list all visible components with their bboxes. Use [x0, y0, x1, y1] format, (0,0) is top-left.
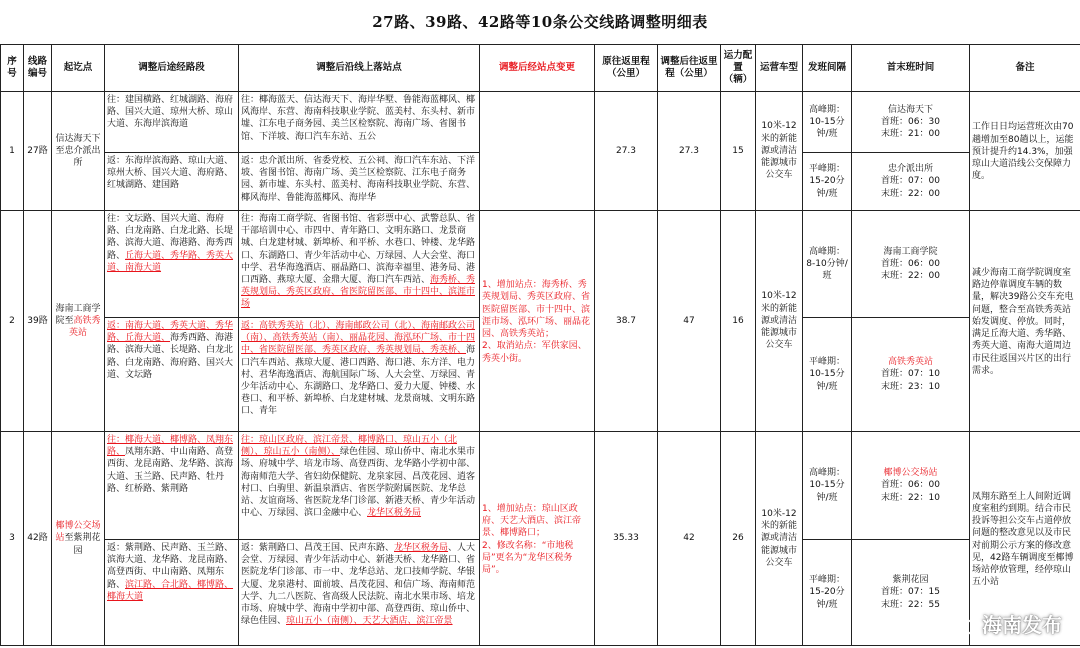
row1-route-go: 往：建国横路、红城湖路、海府路、国兴大道、琼州大桥、琼山大道、东海岸滨海道: [105, 92, 239, 153]
row2-ft1-first: 首班：06：00: [881, 258, 940, 269]
row1-len-new: 27.3: [658, 92, 721, 211]
row3-ft2-last: 末班：22：55: [881, 599, 940, 610]
row2-seq: 2: [1, 211, 24, 432]
row1-ft2-name: 忠介派出所: [887, 164, 933, 175]
row2-route-back: [105, 318, 239, 432]
row2-line: 39路: [24, 211, 52, 432]
row2-stops-back: [239, 318, 480, 432]
row2-start-red: 高铁秀英站: [68, 315, 101, 339]
page-title: 27路、39路、42路等10条公交线路调整明细表: [372, 13, 708, 31]
row3-stops-back: [239, 540, 480, 646]
row2-start-text: 海南工商学院至: [55, 303, 101, 326]
table-row-39: [1, 211, 1080, 318]
row3-stops-go: [239, 432, 480, 540]
row3-vehicle: 10米-12米的新能源或清洁能源城市公交车: [756, 432, 803, 646]
row1-capacity: 15: [721, 92, 756, 211]
row2-ft2-name: 高铁秀英站: [887, 357, 933, 368]
row1-ft2-last: 末班：22：00: [881, 188, 940, 199]
row2-stops-go-text: 往：海南工商学院、省图书馆、省彩票中心、武警总队、省干部培训中心、市四中、青年路口、文明东路口、龙景商城、白龙建材城、新埠桥、和平桥、水巷口、钟楼、龙华路口、东湖路口、青少年活动中心、万绿园、人大会堂、海口中学、君华海逸酒店、丽晶路口、滨海幸福里、港务局、港口西路、燕琼大厦、金鼎大厦、海口汽车西站、: [241, 214, 476, 286]
row2-first-last-b: [852, 318, 970, 432]
row3-line: 42路: [24, 432, 52, 646]
row3-peak: 高峰期：10-15分钟/班: [803, 432, 852, 540]
row1-changes: [480, 92, 595, 211]
row2-route-go-red: 丘海大道、秀华路、秀英大道、南海大道: [107, 250, 234, 273]
header-vehicle: 运营车型: [756, 45, 803, 92]
row3-ft1-first: 首班：06：00: [881, 480, 940, 491]
row2-peak: 高峰期：8-10分钟/班: [803, 211, 852, 318]
row3-route-go: [105, 432, 239, 540]
row1-seq: 1: [1, 92, 24, 211]
row3-stops-back-red: 龙华区税务局: [394, 543, 449, 553]
row2-stops-back-text: 海口汽车西站、燕琼大厦、港口西路、海口港、东方洋、电力村、君华海逸酒店、海航国际广场、人大会堂、万绿园、青少年活动中心、东湖路口、龙华路口、爱力大厦、钟楼、水巷口、和平桥、新埠桥、白龙建材城、龙景商城、文明东路口、青年: [241, 345, 476, 417]
row2-remark: 减少海南工商学院调度室路边停靠调度车辆的数量，解决39路公交车充电问题，整合至高铁秀英站始发调度、停放。同时，满足丘海大道、秀华路、秀英大道、南海大道周边市民往返国兴片区的出行需求。: [970, 211, 1080, 432]
row2-stops-go-red: 海秀桥、秀英规划局、秀英区政府、省医院留医部、市十四中、滨涯市场: [241, 275, 476, 310]
row2-route-go: [105, 211, 239, 318]
header-first-last: 首末班时间: [852, 45, 970, 92]
row1-first-last-b: [852, 153, 970, 211]
row2-len-new: 47: [658, 211, 721, 432]
row3-changes-add: 1、增加站点：琼山区政府、天艺大酒店、滨江帝景、椰博路口；: [482, 503, 582, 539]
header-route: 调整后途经路段: [105, 45, 239, 92]
table-row-27: [1, 92, 1080, 153]
header-stops: 调整后沿线上落站点: [239, 45, 480, 92]
watermark-text: 海南发布: [982, 613, 1062, 637]
row2-changes: [480, 211, 595, 432]
row2-changes-remove: 2、取消站点：军供家园、秀英小街。: [482, 341, 587, 364]
header-row: [1, 45, 1080, 92]
row3-route-back: [105, 540, 239, 646]
row3-route-back-text: 返：紫荆路、民声路、玉兰路、滨海大道、龙华路、龙昆南路、高登西街、中山南路、凤翔东路、: [107, 543, 234, 590]
row1-stops-go: 往：椰海蓝天、信达海天下、海岸华墅、鲁能海蓝椰风、椰风海岸、东营、海南科技职业学院、蓝美村、东头村、新市墟、江东电子商务园、美兰区检察院、海南广场、省图书馆、下洋坡、海口汽车东站、五公: [239, 92, 480, 153]
header-remark: 备注: [970, 45, 1080, 92]
row2-start: [52, 211, 105, 432]
row3-remark: 凤翔东路至上人间附近调度室租约到期。结合市民投诉等担公交车占道停放问题的整改意见以及市民对前期公示方案的修改意见，42路车辆调度至椰博场站停放管理，经停琼山五小站: [970, 432, 1080, 646]
header-changes: 调整后经站点变更: [480, 45, 595, 92]
row3-stops-go-tail-red: 龙华区税务局: [367, 508, 422, 519]
row3-seq: 3: [1, 432, 24, 646]
row2-capacity: 16: [721, 211, 756, 432]
header-seq: 序号: [1, 45, 24, 92]
row3-start-red: 椰博公交场站: [55, 521, 101, 544]
row1-peak: 高峰期：10-15分钟/班: [803, 92, 852, 153]
row2-vehicle: 10米-12米的新能源或清洁能源城市公交车: [756, 211, 803, 432]
row3-ft1-last: 末班：22：10: [881, 492, 940, 503]
row3-stops-back-tail-red: 琼山五小（南侧）、天艺大酒店、滨江帝景: [286, 616, 453, 627]
row2-first-last-a: [852, 211, 970, 318]
row1-ft1-name: 信达海天下: [887, 104, 933, 115]
row3-changes: [480, 432, 595, 646]
row3-stops-go-red: 往：琼山区政府、滨江帝景、椰博路口、琼山五小（北侧）、琼山五小（南侧）、: [241, 435, 458, 458]
row3-stops-go-text: 绿色佳园、琼山侨中、南北水果市场、府城中学、培龙市场、高登西街、龙华路小学初中部、海南师范大学、省妇幼保健院、龙泉家园、昌茂花园、逍客村口、白驹里、新温泉酒店、省医学院附属医院、龙华总站、友谊商场、省医院龙华门诊部、新港天桥、青少年活动中心、万绿园、滨口金融中心、: [241, 447, 476, 519]
row3-route-back-red: 滨江路、合北路、椰博路、椰海大道: [107, 579, 234, 602]
row2-route-back-text: 海秀西路、海港路、滨海大道、长堤路、白龙北路、白龙南路、海府路、国兴大道、文坛路: [107, 333, 234, 380]
table-row-42: [1, 432, 1080, 540]
header-capacity: 运力配置（辆）: [721, 45, 756, 92]
row1-vehicle: 10米-12米的新能源或清洁能源城市公交车: [756, 92, 803, 211]
header-start: 起讫点: [52, 45, 105, 92]
row3-start-text: 至紫荆花园: [64, 533, 101, 556]
header-line-no: 线路编号: [24, 45, 52, 92]
row1-first-last-a: [852, 92, 970, 153]
row2-offpeak: 平峰期：10-15分钟/班: [803, 318, 852, 432]
row2-ft2-first: 首班：07：10: [881, 369, 940, 380]
wechat-logo-icon: [946, 612, 976, 636]
row3-stops-back-mid: 、人大会堂、万绿园、青少年活动中心、新港天桥、龙华路口、省医院龙华门诊部、市一中、龙华总站、龙口技师学院、华银大厦、龙泉港村、面前坡、昌茂花园、和信广场、海南师范大学、九二八医院、省高级人民法院、南北水果市场、培龙市场、府城中学、海南中学初中部、高登西街、琼山侨中、绿色佳园、: [241, 543, 476, 627]
row2-changes-add: 1、增加站点：海秀桥、秀英规划局、秀英区政府、省医院留医部、市十四中、滨涯市场、泓环广场、丽晶花园、高铁秀英站；: [482, 280, 591, 340]
row1-line: 27路: [24, 92, 52, 211]
row2-ft1-name: 海南工商学院: [883, 246, 938, 257]
row3-ft2-first: 首班：07：15: [881, 587, 940, 598]
row1-route-back: 返：东海岸滨海路、琼山大道、琼州大桥、国兴大道、海府路、红城湖路、建国路: [105, 153, 239, 211]
row3-ft1-name: 椰博公交场站: [883, 468, 938, 479]
row1-stops-back: 返：忠介派出所、省委党校、五公祠、海口汽车东站、下洋坡、省图书馆、海南广场、美兰区检察院、江东电子商务园、新市墟、东头村、蓝美村、海南科技职业学院、东营、椰风海岸、鲁能海蓝椰风、海岸华: [239, 153, 480, 211]
header-interval: 发班间隔: [803, 45, 852, 92]
row3-route-go-red: 往：椰海大道、椰博路、凤翔东路、: [107, 435, 234, 458]
row3-first-last-a: [852, 432, 970, 540]
header-len-go: 原往返里程（公里）: [595, 45, 658, 92]
row1-remark: 工作日日均运营班次由70趟增加至80趟以上，运能预计提升约14.3%，加强琼山大道沿线公交保障力度。: [970, 92, 1080, 211]
row3-ft2-name: 紫荆花园: [892, 575, 929, 586]
row3-route-go-text: 凤翔东路、中山南路、高登西街、龙昆南路、龙华路、滨海大道、玉兰路、民声路、牡丹路、红桥路、紫荆路: [107, 447, 234, 494]
row1-ft1-first: 首班：06：30: [881, 116, 940, 127]
row3-capacity: 26: [721, 432, 756, 646]
wechat-watermark: [946, 609, 1062, 638]
row1-len-go: 27.3: [595, 92, 658, 211]
row3-len-go: 35.33: [595, 432, 658, 646]
row2-route-go-text: 往：文坛路、国兴大道、海府路、白龙南路、白龙北路、长堤路、滨海大道、海港路、海秀西路、: [107, 214, 234, 261]
row2-stops-go: [239, 211, 480, 318]
row3-offpeak: 平峰期：15-20分钟/班: [803, 540, 852, 646]
row2-stops-back-red: 返：高铁秀英站（北）、海南邮政公司（北）、海南邮政公司（南）、高铁秀英站（南）、丽晶花园、海泓环广场、市十四中、省医院留医部、秀英区政府、秀英规划局、秀英桥、: [241, 321, 476, 356]
row2-ft2-last: 末班：23：10: [881, 381, 940, 392]
row3-len-new: 42: [658, 432, 721, 646]
row1-offpeak: 平峰期：15-20分钟/班: [803, 153, 852, 211]
row2-route-back-red: 返：南海大道、秀英大道、秀华路、丘海大道、: [107, 321, 234, 344]
row3-start: [52, 432, 105, 646]
row1-ft1-last: 末班：21：00: [881, 129, 940, 140]
row2-ft1-last: 末班：22：00: [881, 271, 940, 282]
header-len-new: 调整后往返里程（公里）: [658, 45, 721, 92]
row2-len-go: 38.7: [595, 211, 658, 432]
row1-start: 信达海天下至忠介派出所: [52, 92, 105, 211]
route-adjustment-table: [0, 44, 1080, 646]
row3-stops-back-text: 返：紫荆路口、昌茂王国、民声东路、: [241, 543, 395, 553]
row1-ft2-first: 首班：07：00: [881, 176, 940, 187]
row3-changes-rename: 2、修改名称：“市地税局”更名为“龙华区税务局”。: [482, 540, 574, 575]
